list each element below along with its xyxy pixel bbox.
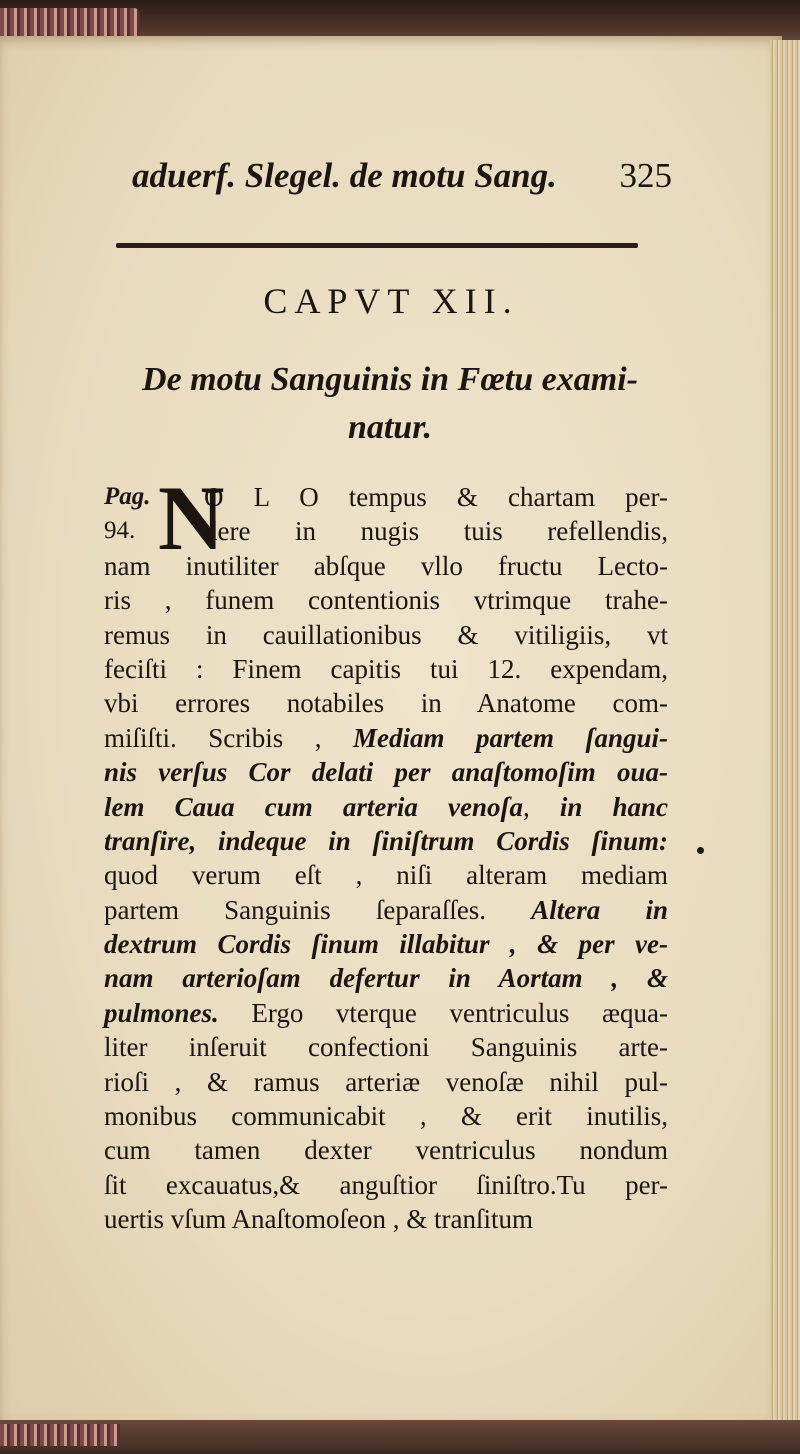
text-run: quod verum eſt , niſi alteram mediam	[104, 860, 668, 891]
text-line	[104, 1168, 668, 1202]
text-line	[104, 790, 668, 824]
italic-text-run: dextrum Cordis ſinum illabitur , & per ve-	[104, 929, 668, 960]
italic-text-run: in hanc	[559, 791, 668, 822]
text-line	[104, 480, 668, 514]
text-line	[104, 824, 668, 858]
italic-text-run: nis verſus Cor delati per anaſtomoſim oua-	[104, 757, 668, 788]
italic-text-run: Caua cum arteria venoſa	[174, 791, 523, 822]
header-rule	[116, 243, 638, 248]
text-run: feciſti : Finem capitis tui 12. expendam,	[104, 653, 668, 684]
chapter-title	[100, 356, 680, 452]
italic-text-run: Mediam partem ſangui-	[353, 722, 668, 753]
margin-note-line-1: Pag.	[104, 483, 151, 510]
text-line	[104, 549, 668, 583]
text-line	[104, 686, 668, 720]
text-run: ,	[522, 791, 560, 822]
text-line	[104, 893, 668, 927]
text-run: Ergo vterque ventriculus æqua-	[218, 997, 668, 1028]
text-run: miſiſti. Scribis ,	[104, 722, 353, 753]
page-number: 325	[619, 156, 672, 195]
italic-text-run: nam arterioſam defertur in Aortam , &	[104, 963, 668, 994]
headband	[0, 8, 140, 38]
text-line	[104, 858, 668, 892]
text-line	[104, 1065, 668, 1099]
text-line	[104, 961, 668, 995]
chapter-heading: CAPVT XII.	[263, 281, 519, 321]
text-line	[104, 618, 668, 652]
italic-text-run: tranſire, indeque in ſiniſtrum	[104, 825, 497, 856]
text-run: dere in nugis tuis refellendis,	[204, 516, 668, 547]
ink-speck	[697, 847, 704, 854]
running-head	[132, 156, 672, 200]
italic-text-run: pulmones.	[104, 997, 219, 1028]
margin-note-line-2: 94.	[104, 517, 136, 544]
text-line	[104, 1202, 668, 1236]
chapter-title-line-2: natur.	[347, 409, 433, 446]
text-run: rioſi , & ramus arteriæ venoſæ nihil pul-	[104, 1066, 668, 1097]
text-run: ſit excauatus,& anguſtior ſiniſtro.Tu per-	[104, 1169, 668, 1200]
text-run: ris , funem contentionis vtrimque trahe-	[104, 585, 668, 616]
text-line	[104, 1099, 668, 1133]
text-run: uertis vſum Anaſtomoſeon , & tranſitum	[104, 1204, 533, 1235]
text-line	[104, 721, 668, 755]
text-run: partem Sanguinis ſeparaſſes.	[104, 894, 532, 925]
text-run: liter inſeruit confectioni Sanguinis arte-	[104, 1032, 668, 1063]
book-binding-bottom	[0, 1420, 800, 1454]
text-line	[104, 514, 668, 548]
body-text	[104, 480, 668, 1237]
chapter-title-line-1: De motu Sanguinis in Fœtu exami-	[142, 361, 638, 398]
italic-text-run: Altera in	[531, 894, 668, 925]
text-run: vbi errores notabiles in Anatome com-	[104, 688, 668, 719]
text-run: monibus communicabit , & erit inutilis,	[104, 1101, 668, 1132]
text-run: O L O tempus & chartam per-	[204, 482, 668, 512]
drop-cap: N	[158, 467, 225, 569]
text-line	[104, 755, 668, 789]
text-run: remus in cauillationibus & vitiligiis, vt	[104, 619, 668, 650]
text-line	[104, 1133, 668, 1167]
italic-text-run: Cordis ſinum:	[496, 825, 668, 856]
text-line	[104, 996, 668, 1030]
text-line	[104, 927, 668, 961]
running-head-title: aduerf. Slegel. de motu Sang.	[132, 156, 557, 195]
headband-bottom	[0, 1424, 120, 1446]
text-line	[104, 1030, 668, 1064]
text-line	[104, 652, 668, 686]
page-edges	[770, 40, 800, 1424]
text-line	[104, 583, 668, 617]
text-run: nam inutiliter abſque vllo fructu Lecto-	[104, 550, 668, 581]
italic-text-run: lem	[104, 791, 175, 822]
text-run: cum tamen dexter ventriculus nondum	[104, 1135, 668, 1166]
